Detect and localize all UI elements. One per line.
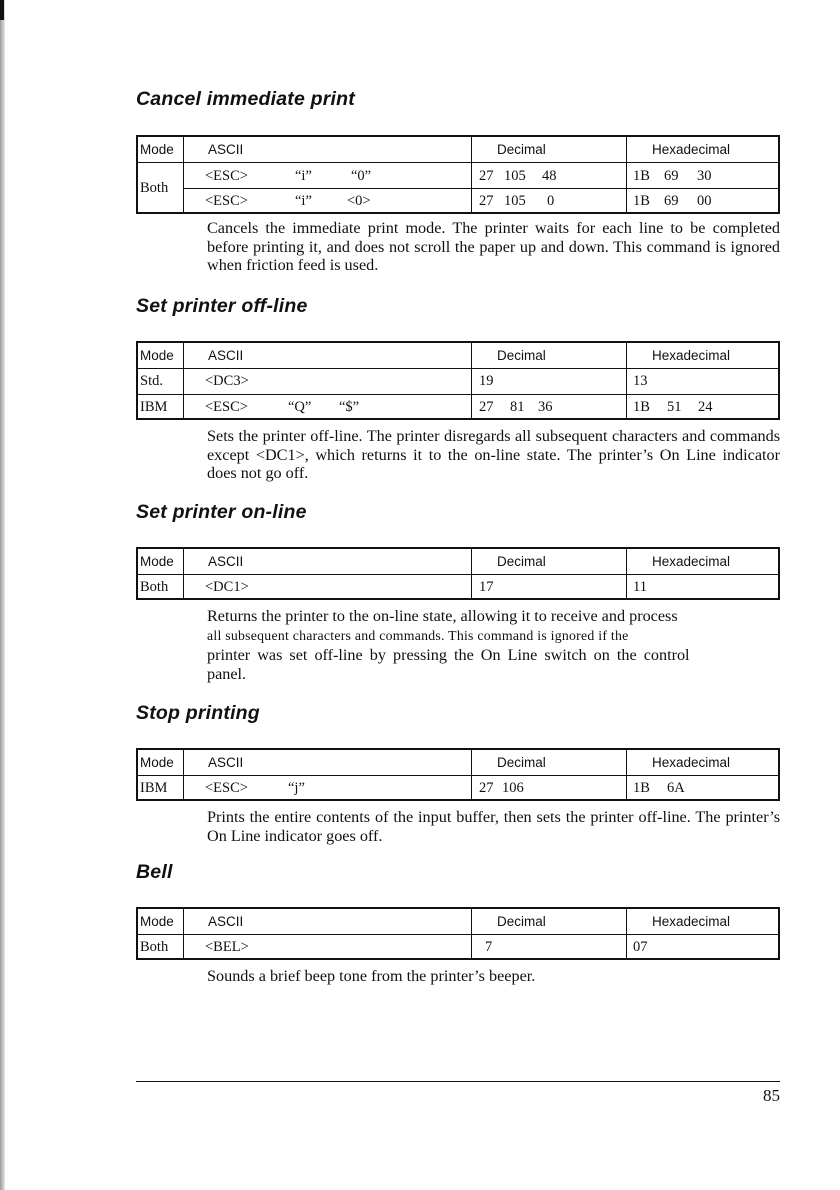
- header-ascii: ASCII: [208, 554, 244, 569]
- description-line: Returns the printer to the on-line state, allowing it to receive and process: [207, 607, 678, 625]
- hex-value: 6A: [667, 780, 685, 796]
- ascii-token: <ESC>: [205, 193, 248, 209]
- mode-cell: Std.: [140, 373, 163, 389]
- decimal-value: 27: [479, 193, 494, 209]
- mode-cell: IBM: [140, 780, 168, 796]
- header-mode: Mode: [140, 142, 174, 157]
- header-decimal: Decimal: [497, 755, 546, 770]
- header-mode: Mode: [140, 348, 174, 363]
- header-decimal: Decimal: [497, 348, 546, 363]
- ascii-token: <DC3>: [205, 373, 249, 389]
- decimal-value: 27: [479, 399, 494, 415]
- decimal-value: 81: [510, 399, 525, 415]
- ascii-token: <ESC>: [205, 399, 248, 415]
- ascii-token: <ESC>: [205, 780, 248, 796]
- header-ascii: ASCII: [208, 142, 244, 157]
- hex-value: 07: [633, 939, 648, 955]
- header-ascii: ASCII: [208, 914, 244, 929]
- hex-value: 69: [664, 193, 679, 209]
- header-mode: Mode: [140, 755, 174, 770]
- decimal-value: 7: [485, 939, 493, 955]
- mode-cell: Both: [140, 180, 169, 196]
- decimal-value: 27: [479, 780, 494, 796]
- mode-cell: Both: [140, 579, 169, 595]
- header-hex: Hexadecimal: [652, 142, 731, 157]
- ascii-token: “0”: [351, 168, 372, 184]
- mode-cell: Both: [140, 939, 169, 955]
- decimal-value: 27: [479, 168, 494, 184]
- ascii-token: “j”: [288, 780, 305, 796]
- hex-value: 1B: [633, 193, 650, 209]
- hex-value: 11: [633, 579, 647, 595]
- ascii-token: <ESC>: [205, 168, 248, 184]
- hex-value: 51: [667, 399, 682, 415]
- ascii-token: “$”: [339, 399, 360, 415]
- decimal-value: 106: [502, 780, 524, 796]
- section-title-bell: Bell: [136, 861, 173, 883]
- header-ascii: ASCII: [208, 348, 244, 363]
- command-table-set-printer-off-line: [136, 341, 780, 420]
- header-decimal: Decimal: [497, 914, 546, 929]
- decimal-value: 19: [479, 373, 494, 389]
- hex-value: 69: [664, 168, 679, 184]
- decimal-value: 105: [504, 168, 526, 184]
- decimal-value: 105: [504, 193, 526, 209]
- description-line: panel.: [207, 665, 247, 683]
- command-table-stop-printing: [136, 748, 780, 801]
- header-hex: Hexadecimal: [652, 348, 731, 363]
- description-set-printer-off-line: Sets the printer off-line. The printer disregards all subsequent characters and commands except <DC1>, which returns it to the on-line state. The printer’s On Line indicator does not go off.: [207, 427, 780, 483]
- ascii-token: “i”: [295, 168, 312, 184]
- header-hex: Hexadecimal: [652, 755, 731, 770]
- command-table-bell: [136, 907, 780, 960]
- hex-value: 1B: [633, 399, 650, 415]
- scan-edge: [0, 0, 5, 1190]
- scan-mark: [0, 0, 4, 20]
- description-line: printer was set off-line by pressing the On Line switch on the control: [207, 646, 690, 664]
- header-decimal: Decimal: [497, 142, 546, 157]
- footer-rule: [136, 1081, 780, 1082]
- header-ascii: ASCII: [208, 755, 244, 770]
- ascii-token: <DC1>: [205, 579, 249, 595]
- hex-value: 1B: [633, 780, 650, 796]
- hex-value: 30: [697, 168, 712, 184]
- header-mode: Mode: [140, 914, 174, 929]
- header-hex: Hexadecimal: [652, 554, 731, 569]
- ascii-token: <0>: [347, 193, 371, 209]
- description-stop-printing: Prints the entire contents of the input buffer, then sets the printer off-line. The printer’s On Line indicator goes off.: [207, 808, 780, 845]
- ascii-token: “Q”: [288, 399, 312, 415]
- command-table-cancel-immediate-print: [136, 135, 780, 214]
- decimal-value: 48: [542, 168, 557, 184]
- mode-cell: IBM: [140, 399, 168, 415]
- description-bell: Sounds a brief beep tone from the printer’s beeper.: [207, 967, 536, 985]
- command-table-set-printer-on-line: [136, 547, 780, 600]
- section-title-set-printer-on-line: Set printer on-line: [136, 501, 307, 523]
- hex-value: 00: [697, 193, 712, 209]
- section-title-set-printer-off-line: Set printer off-line: [136, 295, 308, 317]
- decimal-value: 0: [547, 193, 555, 209]
- ascii-token: <BEL>: [205, 939, 249, 955]
- header-mode: Mode: [140, 554, 174, 569]
- page-number: 85: [763, 1086, 780, 1105]
- description-cancel-immediate-print: Cancels the immediate print mode. The printer waits for each line to be completed before printing it, and does not scroll the paper up and down. This command is ignored when friction feed is used.: [207, 219, 780, 275]
- ascii-token: “i”: [295, 193, 312, 209]
- section-title-stop-printing: Stop printing: [136, 702, 260, 724]
- decimal-value: 17: [479, 579, 494, 595]
- hex-value: 24: [698, 399, 713, 415]
- hex-value: 13: [633, 373, 648, 389]
- decimal-value: 36: [538, 399, 553, 415]
- header-decimal: Decimal: [497, 554, 546, 569]
- hex-value: 1B: [633, 168, 650, 184]
- description-line: all subsequent characters and commands. This command is ignored if the: [207, 628, 629, 643]
- section-title-cancel-immediate-print: Cancel immediate print: [136, 88, 355, 110]
- header-hex: Hexadecimal: [652, 914, 731, 929]
